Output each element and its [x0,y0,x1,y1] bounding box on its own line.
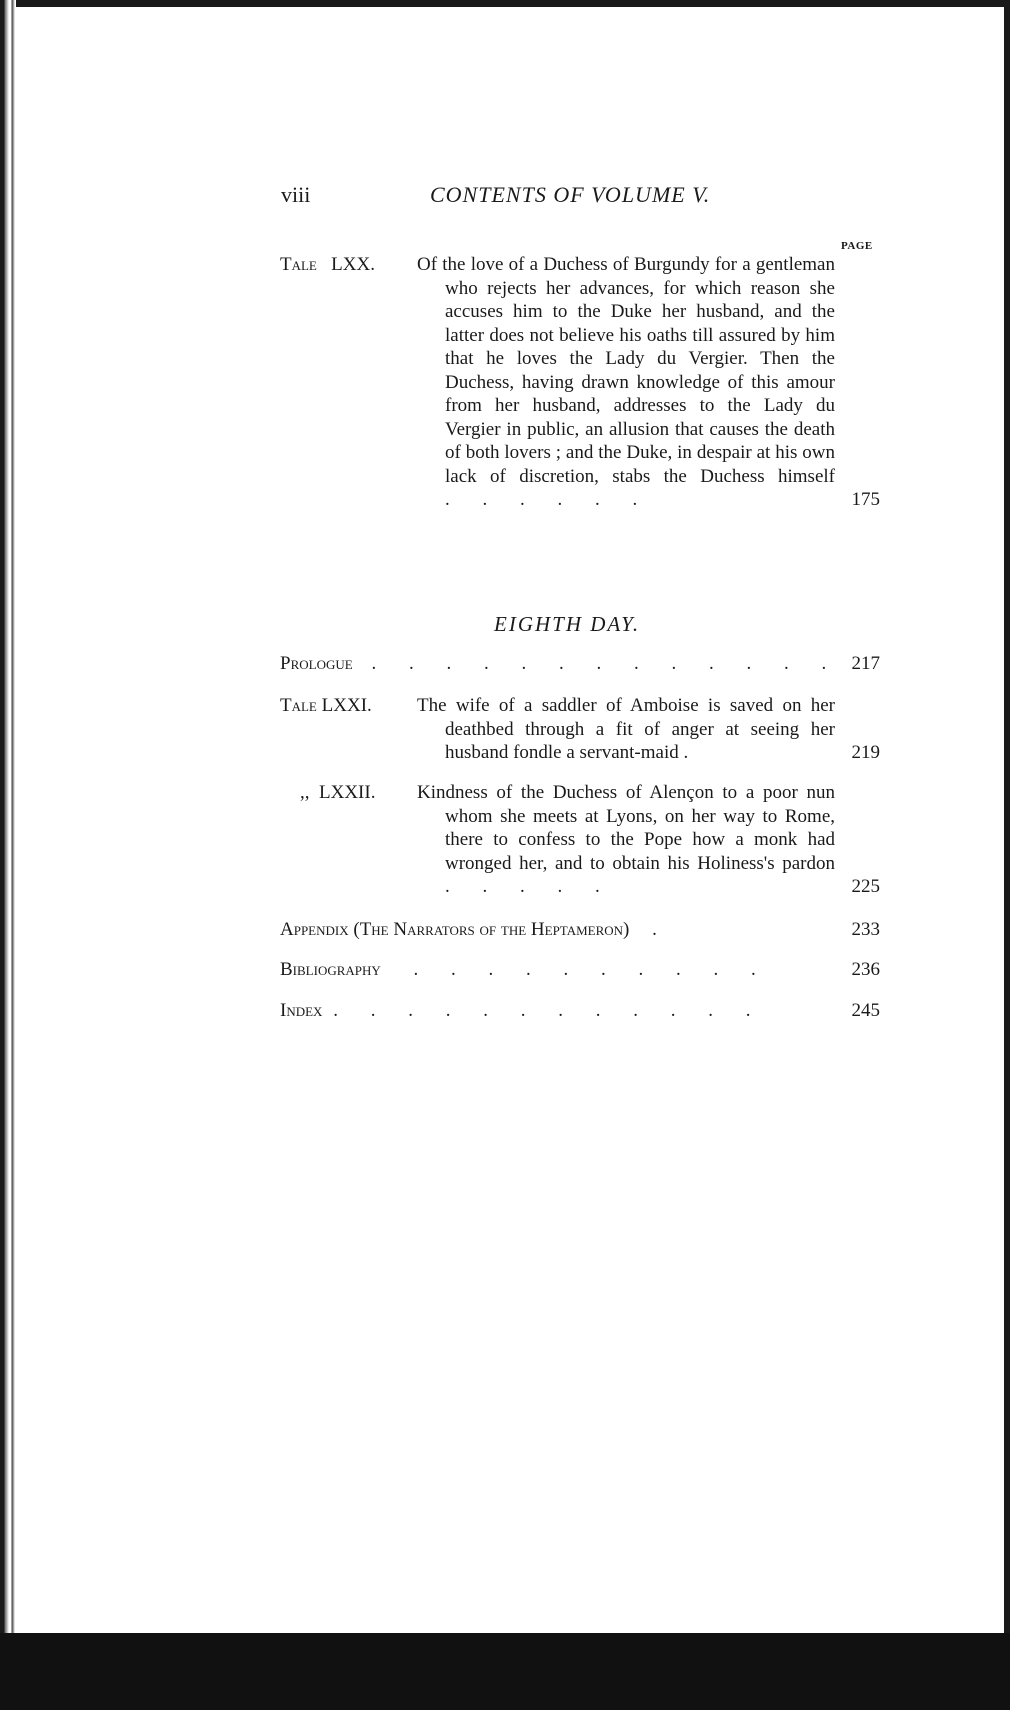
entry-description: Kindness of the Duchess of Alençon to a poor nun whom she meets at Lyons, on her way to Rome, there to confess to the Pope how a monk had wronged her, and to obtain his Holiness's pardon . . . . . [417,782,835,897]
entry-label: Tale LXXI. [280,695,372,716]
toc-entry-index: Index . . . . . . . . . . . . 245 [280,1000,880,1021]
entry-page: 175 [851,489,880,510]
page-number: viii [281,182,311,207]
entry-page: 245 [851,1000,880,1021]
entry-description: The wife of a saddler of Amboise is saved on her deathbed through a fit of anger at seeing her husband fondle a servant-maid . [417,695,836,763]
entry-label: Tale LXX. [280,254,375,275]
toc-entry-tale-71 [280,694,880,765]
toc-entry-tale-70 [280,253,880,512]
section-heading-eighth-day: EIGHTH DAY. [494,612,641,636]
toc-entry-bibliography: Bibliography . . . . . . . . . . 236 [280,959,880,980]
entry-description: Of the love of a Duchess of Burgundy for a gentleman who rejects her advances, for which reason she accuses him to the Duke her husband, and the latter does not believe his oaths till assured by him that he loves the Lady du Vergier. Then the Duchess, having drawn knowledge of this amour from her husband, addresses to the Lady du Vergier in public, an allusion that causes the death of both lovers ; and the Duke, in despair at his own lack of discretion, stabs the Duchess himself . . . . . . [417,254,835,510]
entry-page: 225 [851,876,880,897]
entry-label: ,, LXXII. [300,782,376,803]
entry-page: 233 [851,919,880,940]
entry-page: 219 [851,742,880,763]
entry-page: 217 [851,653,880,674]
page-column-label: PAGE [841,240,873,252]
toc-entry-appendix: Appendix (The Narrators of the Heptameron) . 233 [280,919,880,940]
toc-entry-prologue: Prologue . . . . . . . . . . . . . 217 [280,653,880,674]
entry-page: 236 [851,959,880,980]
page-title: CONTENTS OF VOLUME V. [430,182,711,207]
toc-entry-tale-72 [280,781,880,899]
